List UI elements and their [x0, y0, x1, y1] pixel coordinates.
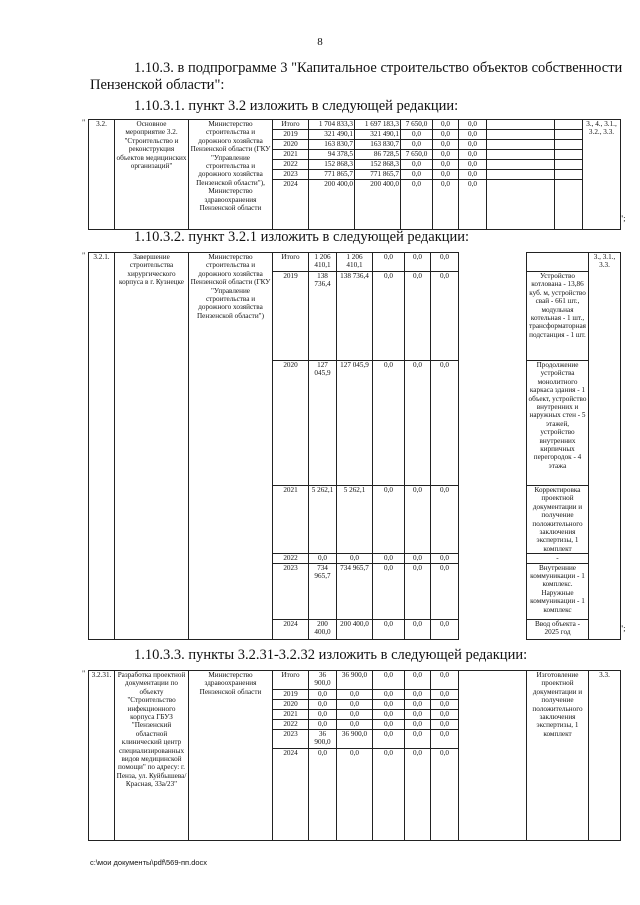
regional-budget: 36 900,0: [337, 671, 373, 690]
regional-budget: 0,0: [337, 749, 373, 841]
regional-budget: 0,0: [337, 554, 373, 563]
other-sources: 0,0: [431, 486, 459, 554]
local-budget: 0,0: [405, 710, 431, 720]
local-budget: 0,0: [405, 619, 431, 639]
federal-budget: 0,0: [373, 563, 405, 619]
footer-file-path: c:\мои документы\pdf\569-пп.docx: [90, 858, 208, 867]
total-amount: 0,0: [309, 554, 337, 563]
indicator-cell: [555, 130, 583, 140]
other-sources: 0,0: [431, 671, 459, 690]
expected-result: Устройство котлована - 13,86 куб. м, устройство свай - 661 шт., модульная котельная - 1 шт., трансформаторная подстанция - 1 шт.: [527, 272, 589, 361]
total-amount: 94 378,5: [309, 150, 355, 160]
year-cell: 2020: [273, 140, 309, 150]
year-cell: 2019: [273, 130, 309, 140]
item-number: 3.2.31.: [89, 671, 115, 841]
total-amount: 200 400,0: [309, 180, 355, 230]
other-sources: 0,0: [431, 730, 459, 749]
table-item-3-2: [88, 119, 621, 230]
total-amount: 321 490,1: [309, 130, 355, 140]
federal-budget: 0,0: [373, 486, 405, 554]
year-cell: 2023: [273, 170, 309, 180]
year-cell: Итого: [273, 253, 309, 272]
federal-budget: 0,0: [373, 749, 405, 841]
quote-close-mark: ";: [620, 624, 626, 633]
regional-budget: 200 400,0: [355, 180, 401, 230]
other-sources: 0,0: [459, 180, 487, 230]
local-budget: 0,0: [405, 253, 431, 272]
regional-budget: 321 490,1: [355, 130, 401, 140]
other-sources: 0,0: [431, 554, 459, 563]
year-cell: 2019: [273, 272, 309, 361]
year-cell: 2022: [273, 160, 309, 170]
result-cell: [487, 140, 555, 150]
local-budget: 0,0: [433, 180, 459, 230]
federal-budget: 0,0: [373, 272, 405, 361]
total-amount: 36 900,0: [309, 671, 337, 690]
result-cell: [487, 120, 555, 130]
result-cell: [487, 160, 555, 170]
local-budget: 0,0: [405, 563, 431, 619]
gap-cell: [459, 554, 527, 563]
item-number: 3.2.: [89, 120, 115, 230]
expected-result: Корректировка проектной документации и получение положительного заключения экспертизы, 1 комплект: [527, 486, 589, 554]
regional-budget: 734 965,7: [337, 563, 373, 619]
year-cell: 2024: [273, 749, 309, 841]
indicator-cell: [555, 170, 583, 180]
item-number: 3.2.1.: [89, 253, 115, 640]
expected-result: [527, 253, 589, 272]
local-budget: 0,0: [405, 486, 431, 554]
year-cell: 2021: [273, 486, 309, 554]
table-item-3-2-1: [88, 252, 621, 640]
other-sources: 0,0: [431, 619, 459, 639]
regional-budget: 127 045,9: [337, 361, 373, 486]
expected-result: Ввод объекта - 2025 год: [527, 619, 589, 639]
indicator-links: 3., 4., 3.1., 3.2., 3.3.: [583, 120, 621, 230]
local-budget: 0,0: [433, 140, 459, 150]
quote-open-mark: ": [82, 251, 86, 260]
local-budget: 0,0: [405, 272, 431, 361]
regional-budget: 138 736,4: [337, 272, 373, 361]
gap-cell: [459, 253, 527, 272]
year-cell: 2023: [273, 730, 309, 749]
indicator-links: 3., 3.1., 3.3.: [589, 253, 621, 640]
regional-budget: 0,0: [337, 690, 373, 700]
other-sources: 0,0: [431, 253, 459, 272]
table-item-3-2-31: [88, 670, 621, 841]
item-name: Основное мероприятие 3.2. "Строительство и реконструкция объектов медицинских организаций": [115, 120, 189, 230]
local-budget: 0,0: [405, 730, 431, 749]
federal-budget: 0,0: [373, 361, 405, 486]
other-sources: 0,0: [431, 361, 459, 486]
federal-budget: 0,0: [401, 180, 433, 230]
total-amount: 1 704 833,3: [309, 120, 355, 130]
federal-budget: 0,0: [373, 700, 405, 710]
other-sources: 0,0: [459, 160, 487, 170]
other-sources: 0,0: [459, 170, 487, 180]
total-amount: 771 865,7: [309, 170, 355, 180]
total-amount: 138 736,4: [309, 272, 337, 361]
year-cell: 2019: [273, 690, 309, 700]
indicator-cell: [555, 160, 583, 170]
regional-budget: 0,0: [337, 710, 373, 720]
federal-budget: 0,0: [373, 619, 405, 639]
local-budget: 0,0: [433, 160, 459, 170]
regional-budget: 1 697 183,3: [355, 120, 401, 130]
year-cell: 2023: [273, 563, 309, 619]
year-cell: 2020: [273, 700, 309, 710]
total-amount: 0,0: [309, 700, 337, 710]
federal-budget: 0,0: [401, 140, 433, 150]
other-sources: 0,0: [431, 720, 459, 730]
federal-budget: 0,0: [401, 160, 433, 170]
indicator-cell: [555, 180, 583, 230]
gap-cell: [459, 486, 527, 554]
other-sources: 0,0: [459, 140, 487, 150]
table-row: [89, 253, 621, 272]
total-amount: 36 900,0: [309, 730, 337, 749]
result-cell: [487, 130, 555, 140]
regional-budget: 200 400,0: [337, 619, 373, 639]
quote-open-mark: ": [82, 669, 86, 678]
federal-budget: 0,0: [401, 130, 433, 140]
other-sources: 0,0: [431, 700, 459, 710]
year-cell: Итого: [273, 671, 309, 690]
heading-subprogram-3: 1.10.3. в подпрограмме 3 "Капитальное строительство объектов собственности: [134, 60, 623, 76]
federal-budget: 0,0: [401, 170, 433, 180]
federal-budget: 0,0: [373, 253, 405, 272]
heading-item-3-2: 1.10.3.1. пункт 3.2 изложить в следующей редакции:: [134, 98, 459, 114]
item-name: Разработка проектной документации по объекту "Строительство инфекционного корпуса ГБУЗ "Пензенский областной клинический центр специализированных видов медицинской помощи" по адресу: г. Пенза, ул. Куйбышева/ Красная, 33а/23": [115, 671, 189, 841]
local-budget: 0,0: [433, 150, 459, 160]
table-row: [89, 671, 621, 690]
local-budget: 0,0: [433, 130, 459, 140]
year-cell: 2022: [273, 554, 309, 563]
regional-budget: 1 206 410,1: [337, 253, 373, 272]
federal-budget: 0,0: [373, 710, 405, 720]
indicator-links: 3.3.: [589, 671, 621, 841]
year-cell: 2020: [273, 361, 309, 486]
indicator-cell: [555, 140, 583, 150]
local-budget: 0,0: [405, 554, 431, 563]
federal-budget: 0,0: [373, 671, 405, 690]
local-budget: 0,0: [433, 170, 459, 180]
federal-budget: 7 650,0: [401, 150, 433, 160]
local-budget: 0,0: [405, 671, 431, 690]
year-cell: Итого: [273, 120, 309, 130]
total-amount: 0,0: [309, 749, 337, 841]
total-amount: 734 965,7: [309, 563, 337, 619]
heading-items-3-2-31-32: 1.10.3.3. пункты 3.2.31-3.2.32 изложить в следующей редакции:: [134, 647, 528, 663]
local-budget: 0,0: [405, 690, 431, 700]
year-cell: 2024: [273, 180, 309, 230]
other-sources: 0,0: [431, 690, 459, 700]
total-amount: 127 045,9: [309, 361, 337, 486]
result-cell: [487, 170, 555, 180]
other-sources: 0,0: [459, 150, 487, 160]
year-cell: 2022: [273, 720, 309, 730]
heading-item-3-2-1: 1.10.3.2. пункт 3.2.1 изложить в следующей редакции:: [134, 229, 470, 245]
total-amount: 0,0: [309, 710, 337, 720]
table-row: [89, 120, 621, 130]
expected-result: Продолжение устройства монолитного каркаса здания - 1 объект, устройство внутренних и наружных стен - 5 этажей, устройство внутренних кирпичных перегородок - 4 этажа: [527, 361, 589, 486]
federal-budget: 0,0: [373, 720, 405, 730]
local-budget: 0,0: [405, 720, 431, 730]
regional-budget: 36 900,0: [337, 730, 373, 749]
expected-result: Изготовление проектной документации и получение положительного заключения экспертизы, 1 комплект: [527, 671, 589, 841]
regional-budget: 5 262,1: [337, 486, 373, 554]
other-sources: 0,0: [459, 130, 487, 140]
gap-cell: [459, 619, 527, 639]
regional-budget: 0,0: [337, 700, 373, 710]
total-amount: 1 206 410,1: [309, 253, 337, 272]
indicator-cell: [555, 150, 583, 160]
item-executor: Министерство строительства и дорожного хозяйства Пензенской области (ГКУ "Управление строительства и дорожного хозяйства Пензенской области"), Министерство здравоохранения Пензенской области: [189, 120, 273, 230]
regional-budget: 771 865,7: [355, 170, 401, 180]
item-executor: Министерство строительства и дорожного хозяйства Пензенской области (ГКУ "Управление строительства и дорожного хозяйства Пензенской области"): [189, 253, 273, 640]
local-budget: 0,0: [405, 361, 431, 486]
expected-result: -: [527, 554, 589, 563]
other-sources: 0,0: [459, 120, 487, 130]
regional-budget: 152 868,3: [355, 160, 401, 170]
other-sources: 0,0: [431, 749, 459, 841]
other-sources: 0,0: [431, 272, 459, 361]
regional-budget: 0,0: [337, 720, 373, 730]
total-amount: 5 262,1: [309, 486, 337, 554]
federal-budget: 0,0: [373, 690, 405, 700]
item-name: Завершение строительства хирургического корпуса в г. Кузнецке: [115, 253, 189, 640]
total-amount: 200 400,0: [309, 619, 337, 639]
local-budget: 0,0: [405, 700, 431, 710]
gap-cell: [459, 272, 527, 361]
other-sources: 0,0: [431, 710, 459, 720]
item-executor: Министерство здравоохранения Пензенской области: [189, 671, 273, 841]
gap-cell: [459, 671, 527, 841]
regional-budget: 86 728,5: [355, 150, 401, 160]
federal-budget: 0,0: [373, 730, 405, 749]
result-cell: [487, 180, 555, 230]
year-cell: 2021: [273, 150, 309, 160]
quote-open-mark: ": [82, 118, 86, 127]
local-budget: 0,0: [433, 120, 459, 130]
total-amount: 0,0: [309, 720, 337, 730]
other-sources: 0,0: [431, 563, 459, 619]
federal-budget: 0,0: [373, 554, 405, 563]
expected-result: Внутренние коммуникации - 1 комплекс. Наружные коммуникации - 1 комплекс: [527, 563, 589, 619]
indicator-cell: [555, 120, 583, 130]
quote-close-mark: ";: [620, 214, 626, 223]
year-cell: 2024: [273, 619, 309, 639]
page-number: 8: [317, 36, 323, 48]
total-amount: 163 830,7: [309, 140, 355, 150]
result-cell: [487, 150, 555, 160]
total-amount: 0,0: [309, 690, 337, 700]
regional-budget: 163 830,7: [355, 140, 401, 150]
gap-cell: [459, 563, 527, 619]
total-amount: 152 868,3: [309, 160, 355, 170]
gap-cell: [459, 361, 527, 486]
heading-subprogram-3-cont: Пензенской области":: [90, 77, 225, 93]
federal-budget: 7 650,0: [401, 120, 433, 130]
local-budget: 0,0: [405, 749, 431, 841]
year-cell: 2021: [273, 710, 309, 720]
